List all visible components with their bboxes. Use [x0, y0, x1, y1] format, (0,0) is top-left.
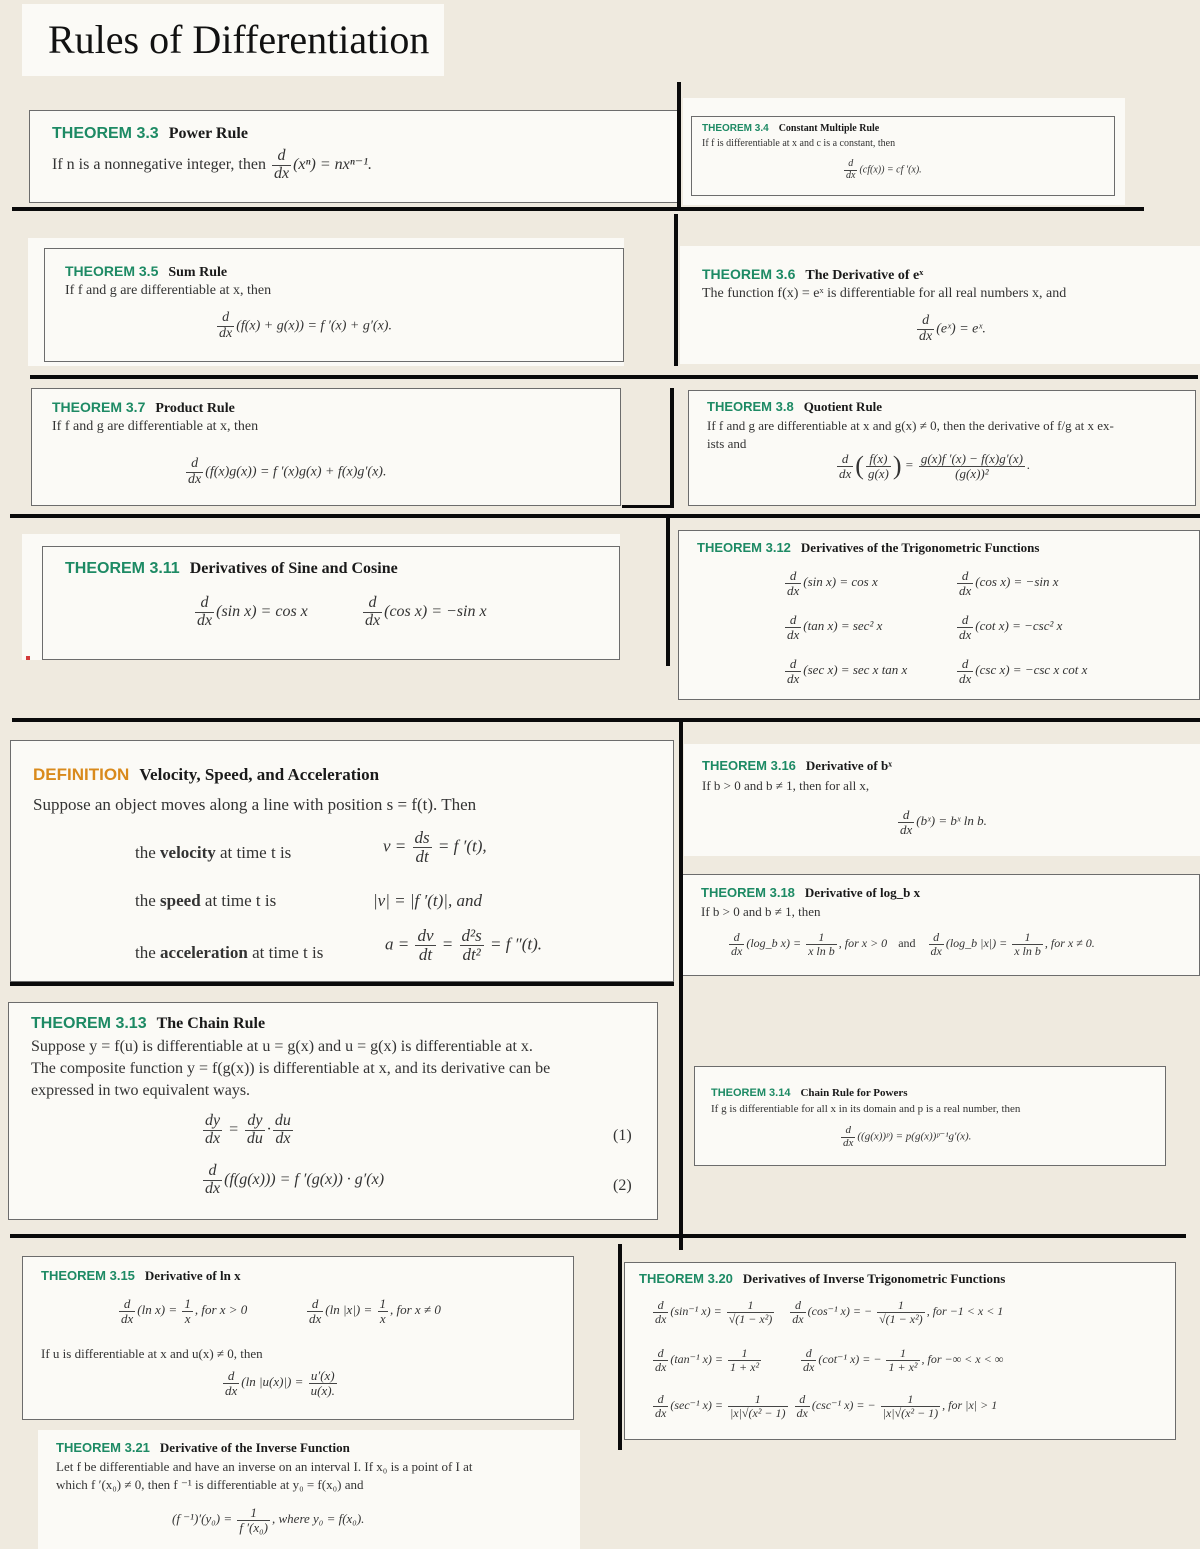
inverse-trig-row: $\frac{d}{dx}$ (tan⁻¹ x) = $\frac{1}{\text{1 + x²}}$ $\frac{d}{dx}$ (cot⁻¹ x) = − $\frac{1}{\text{1 + x²}}$ , for −∞ < x < ∞ — [655, 1346, 1004, 1374]
theorem-3-21-card — [38, 1430, 580, 1549]
theorem-3-13-box — [8, 1002, 658, 1220]
chain-eq-1: $\frac{dy}{dx}$ = $\frac{dy}{du}$ · $\frac{du}{dx}$ — [205, 1112, 291, 1147]
theorem-formula: (f(x) + g(x)) = f ′(x) + g′(x). — [236, 318, 392, 334]
theorem-name: Derivative of bˣ — [805, 758, 892, 773]
theorem-3-18-box — [682, 874, 1200, 976]
theorem-3-7-box: THEOREM 3.7 Product Rule If f and g are differentiable at x, then $\frac{d}{dx}$ (f(x)g(x)) = f ′(x)g(x) + f(x)g′(x). — [31, 388, 621, 506]
theorem-line-1: Suppose y = f(u) is differentiable at u = g(x) and u = g(x) is differentiable at x. — [31, 1038, 533, 1055]
theorem-tag: THEOREM 3.5 — [65, 263, 159, 279]
theorem-tag: THEOREM 3.20 — [639, 1271, 733, 1286]
definition-tag: DEFINITION — [33, 765, 130, 784]
theorem-tag: THEOREM 3.14 — [711, 1087, 791, 1099]
theorem-3-8-box: THEOREM 3.8 Quotient Rule If f and g are differentiable at x and g(x) ≠ 0, then the derivative of f/g at x ex- ists and $\frac{d}{dx}$ ( $\frac{f(x)}{g(x)}$ ) = $\frac{g(x)f '(x) - f(x)g'(x)}{\text{(g(x))²}}$ . — [688, 390, 1196, 506]
speed-label: the speed at time t is — [135, 891, 277, 910]
theorem-3-20-box — [624, 1262, 1176, 1440]
trig-row: $\frac{d}{dx}$ (cos x) = −sin x — [959, 568, 1059, 598]
equation-number: (1) — [613, 1127, 632, 1144]
theorem-text: If f and g are differentiable at x, then — [65, 283, 272, 298]
theorem-3-4-box: THEOREM 3.4 Constant Multiple Rule If f is differentiable at x and c is a constant, then $\frac{d}{dx}$ (cf(x)) = cf ′(x). — [691, 116, 1115, 196]
theorem-line-3: expressed in two equivalent ways. — [31, 1082, 251, 1099]
title-card — [22, 4, 444, 76]
ln-formula-1: $\frac{d}{dx}$ (ln x) = $\frac{1}{x}$ , for x > 0 — [121, 1296, 248, 1326]
equation-number: (2) — [613, 1177, 632, 1194]
theorem-tag: THEOREM 3.15 — [41, 1268, 135, 1283]
theorem-text: If f is differentiable at x and c is a constant, then — [702, 138, 896, 149]
theorem-name: Derivative of the Inverse Function — [159, 1440, 350, 1455]
page-title: Rules of Differentiation — [48, 17, 430, 62]
theorem-text-cont: ists and — [707, 436, 747, 451]
divider-line — [670, 388, 674, 508]
chain-eq-2: $\frac{d}{dx}$ (f(g(x))) = f ′(g(x)) · g′(x) — [205, 1162, 385, 1197]
theorem-3-11-box: THEOREM 3.11 Derivatives of Sine and Cosine $\frac{d}{dx}$ (sin x) = cos x $\frac{d}{dx}$ (cos x) = −sin x — [42, 546, 620, 660]
theorem-3-5-box: THEOREM 3.5 Sum Rule If f and g are differentiable at x, then $\frac{d}{dx}$ (f(x) + g(x)) = f ′(x) + g′(x). — [44, 248, 624, 362]
divider-line — [679, 718, 683, 1250]
divider-line — [12, 207, 1144, 211]
theorem-tag: THEOREM 3.18 — [701, 885, 795, 900]
theorem-tag: THEOREM 3.21 — [56, 1440, 150, 1455]
definition-box — [10, 740, 674, 982]
theorem-text: The function f(x) = eˣ is differentiable for all real numbers x, and — [702, 286, 1067, 301]
theorem-name: Chain Rule for Powers — [800, 1087, 908, 1099]
divider-line — [622, 505, 672, 508]
theorem-3-14-box: THEOREM 3.14 Chain Rule for Powers If g is differentiable for all x in its domain and p is a real number, then $\frac{d}{dx}$ ((g(x))ᵖ) = p(g(x))ᵖ⁻¹g′(x). — [694, 1066, 1166, 1166]
theorem-tag: THEOREM 3.4 — [702, 123, 769, 134]
theorem-text: If g is differentiable for all x in its domain and p is a real number, then — [711, 1103, 1021, 1115]
theorem-tag: THEOREM 3.8 — [707, 399, 794, 414]
theorem-tag: THEOREM 3.13 — [31, 1015, 147, 1032]
theorem-name: Product Rule — [155, 401, 235, 416]
trig-row: $\frac{d}{dx}$ (sec x) = sec x tan x — [787, 656, 908, 686]
theorem-tag: THEOREM 3.7 — [52, 399, 146, 415]
speed-formula: |v| = |f ′(t)|, and — [373, 891, 482, 910]
acceleration-formula: a = $\frac{dv}{dt}$ = $\frac{\text{d²s}}{\text{dt²}}$ = f ″(t). — [385, 926, 543, 964]
acceleration-label: the acceleration at time t is — [135, 943, 324, 962]
trig-row: $\frac{d}{dx}$ (csc x) = −csc x cot x — [959, 656, 1088, 686]
theorem-3-4-card — [683, 98, 1125, 205]
theorem-text: If b > 0 and b ≠ 1, then for all x, — [702, 778, 870, 793]
theorem-name: The Chain Rule — [156, 1015, 266, 1032]
divider-line — [666, 516, 670, 666]
theorem-3-11-card — [22, 534, 620, 660]
theorem-formula: (eˣ) = eˣ. — [936, 321, 986, 337]
theorem-formula: ((g(x))ᵖ) = p(g(x))ᵖ⁻¹g′(x). — [857, 1130, 972, 1143]
theorem-tag: THEOREM 3.3 — [52, 125, 159, 142]
theorem-name: Derivatives of the Trigonometric Functions — [800, 540, 1040, 555]
red-mark — [26, 656, 30, 660]
definition-name: Velocity, Speed, and Acceleration — [139, 765, 380, 784]
divider-line — [674, 214, 678, 366]
formula-sin: (sin x) = cos x — [216, 602, 308, 620]
divider-line — [12, 718, 1200, 722]
theorem-3-5-card — [28, 238, 624, 366]
ln-formula-3: $\frac{d}{dx}$ (ln |u(x)|) = $\frac{u'(x)}{u(x).}$ — [225, 1368, 335, 1398]
divider-line — [677, 82, 681, 210]
trig-row: $\frac{d}{dx}$ (sin x) = cos x — [787, 568, 878, 598]
theorem-3-12-box — [678, 530, 1200, 700]
trig-row: $\frac{d}{dx}$ (tan x) = sec² x — [787, 612, 883, 642]
ln-formula-2: $\frac{d}{dx}$ (ln |x|) = $\frac{1}{x}$ , for x ≠ 0 — [309, 1296, 441, 1326]
theorem-name: Constant Multiple Rule — [778, 123, 880, 134]
theorem-line-2: The composite function y = f(g(x)) is differentiable at x, and its derivative can be — [31, 1060, 551, 1077]
theorem-tag: THEOREM 3.11 — [65, 560, 180, 577]
theorem-line-1: Let f be differentiable and have an inverse on an interval I. If x₀ is a point of I at — [56, 1459, 473, 1474]
theorem-formula: (bˣ) = bˣ ln b. — [916, 813, 987, 829]
log-formula-1: $\frac{d}{dx}$ (log_b x) = $\frac{1}{\text{x ln b}}$ , for x > 0 and $\frac{d}{dx}$ (log_b |x|) = $\frac{1}{\text{x ln b}}$ , for x ≠ 0. — [731, 930, 1095, 958]
theorem-3-3-box: THEOREM 3.3 Power Rule If n is a nonnegative integer, then $\frac{d}{dx}$ (xⁿ) = nxⁿ⁻¹. — [29, 110, 679, 203]
theorem-3-6-card: THEOREM 3.6 The Derivative of eˣ The function f(x) = eˣ is differentiable for all real numbers x, and $\frac{d}{dx}$ (eˣ) = eˣ. — [680, 246, 1200, 364]
inverse-trig-row: $\frac{d}{dx}$ (sec⁻¹ x) = $\frac{1}{\text{|x|√(x² − 1)}}$ $\frac{d}{dx}$ (csc⁻¹ x) = − $\frac{1}{\text{|x|√(x² − 1)}}$ , for |x| > 1 — [655, 1392, 998, 1420]
theorem-text: If n is a nonnegative integer, then — [52, 155, 266, 173]
divider-line — [10, 1234, 1186, 1238]
theorem-formula: (xⁿ) = nxⁿ⁻¹. — [293, 155, 373, 173]
theorem-name: Sum Rule — [168, 265, 228, 280]
theorem-name: Derivatives of Inverse Trigonometric Functions — [742, 1271, 1006, 1286]
theorem-name: Derivative of log_b x — [804, 885, 921, 900]
theorem-3-15-box — [22, 1256, 574, 1420]
theorem-name: Power Rule — [168, 125, 248, 142]
divider-line — [618, 1244, 622, 1450]
velocity-formula: v = $\frac{ds}{dt}$ = f ′(t), — [383, 828, 487, 866]
formula-cos: (cos x) = −sin x — [384, 602, 487, 620]
theorem-tag: THEOREM 3.16 — [702, 758, 796, 773]
theorem-text: If b > 0 and b ≠ 1, then — [701, 904, 821, 919]
inverse-trig-row: $\frac{d}{dx}$ (sin⁻¹ x) = $\frac{1}{\text{√(1 − x²)}}$ $\frac{d}{dx}$ (cos⁻¹ x) = − $\frac{1}{\text{√(1 − x²)}}$ , for −1 < x < 1 — [655, 1298, 1004, 1326]
theorem-name: Derivative of ln x — [144, 1268, 241, 1283]
theorem-name: Quotient Rule — [803, 399, 883, 414]
divider-line — [10, 514, 1200, 518]
velocity-label: the velocity at time t is — [135, 843, 292, 862]
divider-line — [30, 375, 1198, 379]
theorem-line-2: which f ′(x₀) ≠ 0, then f ⁻¹ is differentiable at y₀ = f(x₀) and — [56, 1477, 364, 1492]
trig-row: $\frac{d}{dx}$ (cot x) = −csc² x — [959, 612, 1063, 642]
divider-line — [10, 982, 674, 986]
theorem-formula: (f(x)g(x)) = f ′(x)g(x) + f(x)g′(x). — [205, 464, 387, 480]
theorem-tag: THEOREM 3.6 — [702, 266, 796, 282]
theorem-3-16-card: THEOREM 3.16 Derivative of bˣ If b > 0 and b ≠ 1, then for all x, $\frac{d}{dx}$ (bˣ) = bˣ ln b. — [684, 744, 1200, 856]
definition-text: Suppose an object moves along a line with position s = f(t). Then — [33, 795, 477, 814]
theorem-name: The Derivative of eˣ — [805, 268, 924, 283]
theorem-tag: THEOREM 3.12 — [697, 540, 791, 555]
theorem-formula: (cf(x)) = cf ′(x). — [859, 164, 922, 176]
theorem-text: If u is differentiable at x and u(x) ≠ 0, then — [41, 1346, 263, 1361]
theorem-text: If f and g are differentiable at x and g(x) ≠ 0, then the derivative of f/g at x ex- — [707, 418, 1114, 433]
theorem-text: If f and g are differentiable at x, then — [52, 419, 259, 434]
theorem-name: Derivatives of Sine and Cosine — [189, 560, 398, 577]
inverse-function-formula: (f ⁻¹)′(y₀) = $\frac{1}{\text{f ′(x₀)}}$ , where y₀ = f(x₀). — [172, 1505, 365, 1535]
